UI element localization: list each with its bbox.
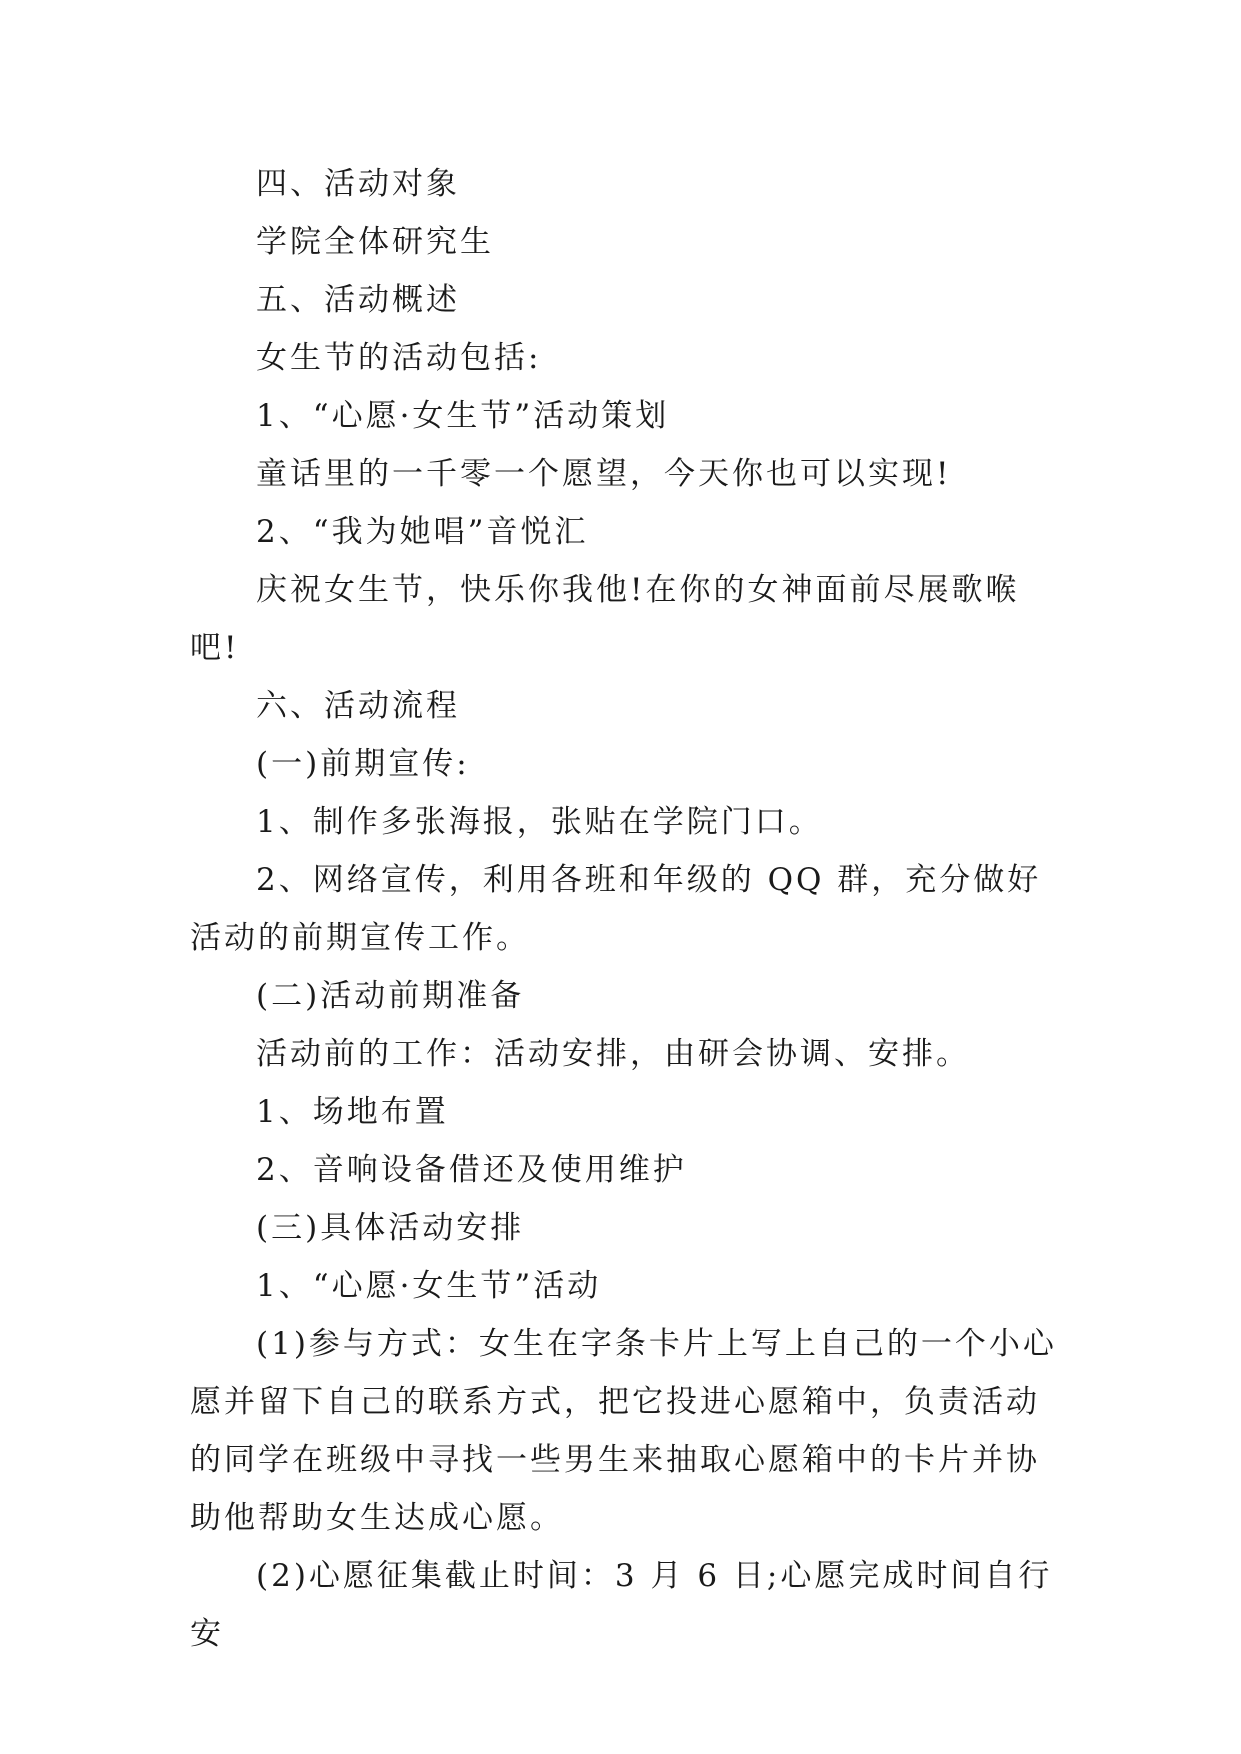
paragraph-target-audience: 学院全体研究生 xyxy=(256,224,494,260)
paragraph-wish-slogan: 童话里的一千零一个愿望，今天你也可以实现! xyxy=(256,456,952,492)
list-item-wish-event: 1、“心愿·女生节”活动 xyxy=(256,1268,602,1304)
list-item-wish-activity: 1、“心愿·女生节”活动策划 xyxy=(256,398,670,434)
paragraph-participation-method: (1)参与方式：女生在字条卡片上写上自己的一个小心愿并留下自己的联系方式，把它投进心愿箱中，负责活动的同学在班级中寻找一些男生来抽取心愿箱中的卡片并协助他帮助女生达成心愿。 xyxy=(190,1326,1057,1536)
paragraph-preparation-work: 活动前的工作：活动安排，由研会协调、安排。 xyxy=(256,1036,970,1072)
subheading-early-publicity: (一)前期宣传: xyxy=(256,746,470,782)
list-item-sing-activity: 2、“我为她唱”音悦汇 xyxy=(256,514,589,550)
paragraph-activities-include: 女生节的活动包括: xyxy=(256,340,542,376)
list-item-audio-equipment: 2、音响设备借还及使用维护 xyxy=(256,1152,687,1188)
heading-activity-target: 四、活动对象 xyxy=(256,166,460,202)
paragraph-deadline: (2)心愿征集截止时间：3 月 6 日;心愿完成时间自行安 xyxy=(190,1558,1053,1652)
document-body xyxy=(190,155,1060,1663)
list-item-posters: 1、制作多张海报，张贴在学院门口。 xyxy=(256,804,823,840)
list-item-online-publicity: 2、网络宣传，利用各班和年级的 QQ 群，充分做好活动的前期宣传工作。 xyxy=(190,862,1042,956)
heading-activity-process: 六、活动流程 xyxy=(256,688,460,724)
list-item-venue: 1、场地布置 xyxy=(256,1094,449,1130)
paragraph-sing-slogan: 庆祝女生节，快乐你我他!在你的女神面前尽展歌喉吧! xyxy=(190,572,1020,666)
heading-activity-overview: 五、活动概述 xyxy=(256,282,460,318)
subheading-specific-arrangement: (三)具体活动安排 xyxy=(256,1210,525,1246)
subheading-preparation: (二)活动前期准备 xyxy=(256,978,525,1014)
